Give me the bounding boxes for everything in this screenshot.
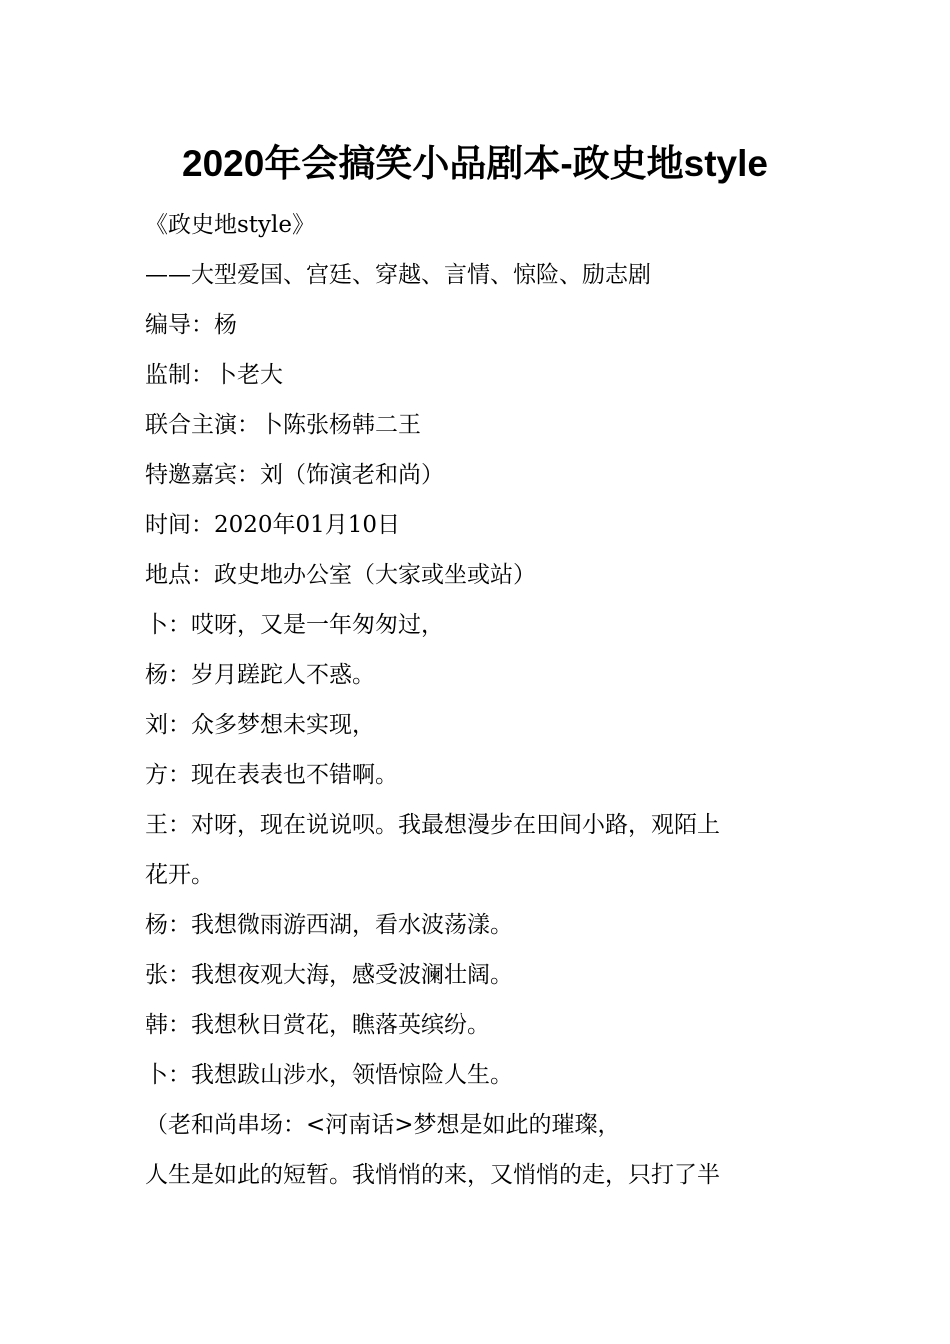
dialogue-line: 张：我想夜观大海，感受波澜壮阔。	[145, 962, 513, 988]
document-title: 2020年会搞笑小品剧本-政史地style	[182, 143, 768, 184]
dialogue-line: 杨：岁月蹉跎人不惑。	[145, 662, 375, 688]
body-line-genre: ——大型爱国、宫廷、穿越、言情、惊险、励志剧	[145, 262, 651, 288]
body-line-guest: 特邀嘉宾：刘（饰演老和尚）	[145, 462, 444, 488]
stage-direction-line: （老和尚串场：<河南话>梦想是如此的璀璨，	[145, 1112, 621, 1138]
document-body	[145, 200, 810, 1200]
dialogue-line-continuation: 花开。	[145, 862, 214, 888]
body-line-location: 地点：政史地办公室（大家或坐或站）	[145, 562, 536, 588]
dialogue-line: 卜：我想跋山涉水，领悟惊险人生。	[145, 1062, 513, 1088]
dialogue-line: 方：现在表表也不错啊。	[145, 762, 398, 788]
body-line-supervisor: 监制：卜老大	[145, 362, 283, 388]
body-line-director: 编导：杨	[145, 312, 237, 338]
dialogue-line: 卜：哎呀，又是一年匆匆过，	[145, 612, 444, 638]
body-line-subtitle: 《政史地style》	[145, 212, 316, 238]
body-line-time: 时间：2020年01月10日	[145, 512, 401, 538]
dialogue-line: 韩：我想秋日赏花，瞧落英缤纷。	[145, 1012, 490, 1038]
body-line-cast: 联合主演：卜陈张杨韩二王	[145, 412, 421, 438]
dialogue-line: 刘：众多梦想未实现，	[145, 712, 375, 738]
dialogue-line: 杨：我想微雨游西湖，看水波荡漾。	[145, 912, 513, 938]
dialogue-line: 王：对呀，现在说说呗。我最想漫步在田间小路，观陌上	[145, 812, 720, 838]
dialogue-line-continuation: 人生是如此的短暂。我悄悄的来，又悄悄的走，只打了半	[145, 1162, 720, 1188]
